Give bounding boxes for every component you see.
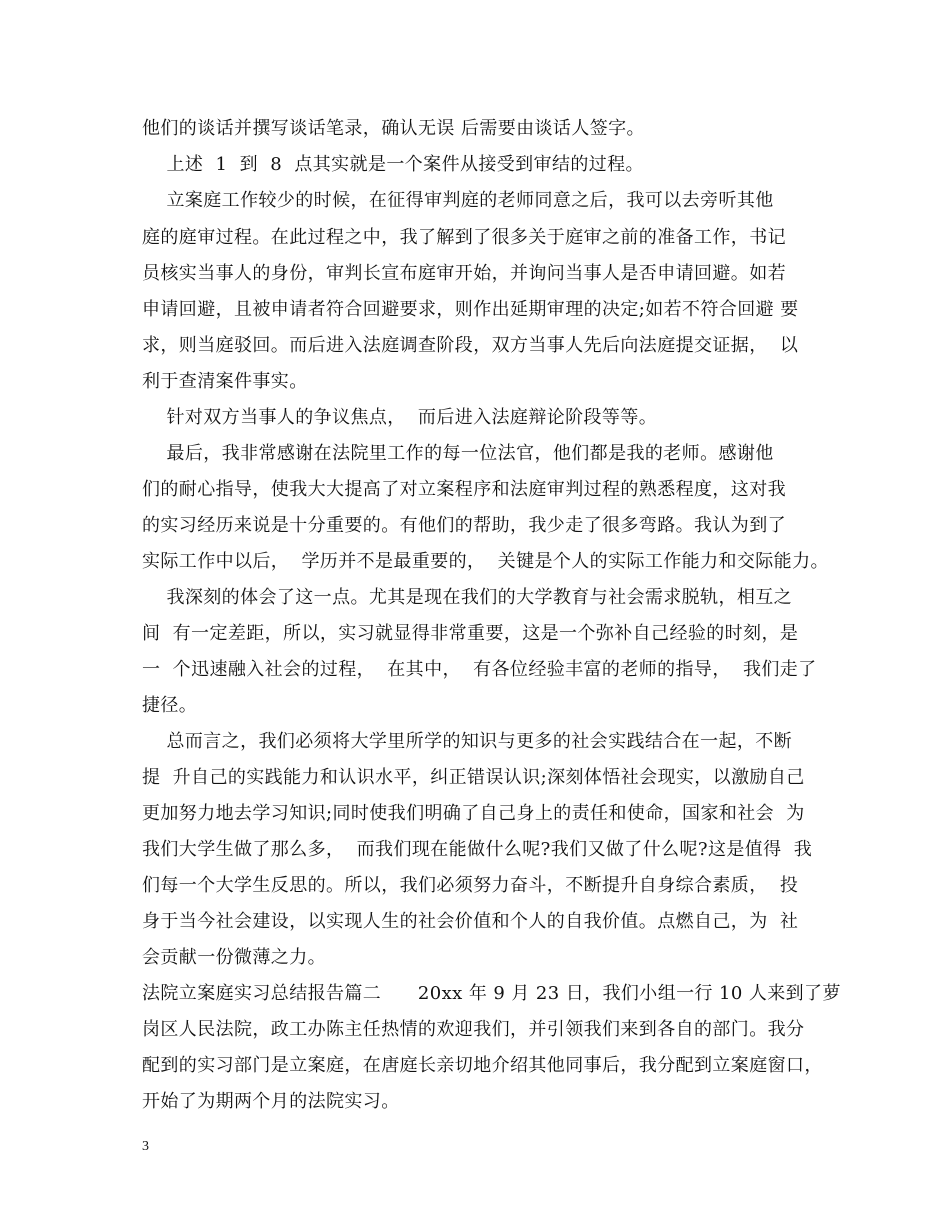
text-line: 我们大学生做了那么多， 而我们现在能做什么呢?我们又做了什么呢?这是值得 我 xyxy=(142,839,813,860)
text-line: 我深刻的体会了这一点。尤其是现在我们的大学教育与社会需求脱轨，相互之 xyxy=(142,587,793,608)
text-line: 法院立案庭实习总结报告篇二 20xx 年 9 月 23 日，我们小组一行 10 人来到了萝 xyxy=(142,983,841,1004)
text-line: 立案庭工作较少的时候，在征得审判庭的老师同意之后，我可以去旁听其他 xyxy=(142,190,774,211)
text-line: 针对双方当事人的争议焦点， 而后进入法庭辩论阶段等等。 xyxy=(142,407,658,428)
text-line: 他们的谈话并撰写谈话笔录，确认无误 后需要由谈话人签字。 xyxy=(142,118,645,139)
text-line: 员核实当事人的身份，审判长宣布庭审开始，并询问当事人是否申请回避。如若 xyxy=(142,263,786,284)
text-line: 实际工作中以后， 学历并不是最重要的， 关键是个人的实际工作能力和交际能力。 xyxy=(142,551,829,572)
text-line: 捷径。 xyxy=(142,695,198,716)
text-line: 一 个迅速融入社会的过程， 在其中， 有各位经验丰富的老师的指导， 我们走了 xyxy=(142,659,817,680)
text-line: 提 升自己的实践能力和认识水平，纠正错误认识;深刻体悟社会现实，以激励自己 xyxy=(142,767,805,788)
text-line: 总而言之，我们必须将大学里所学的知识与更多的社会实践结合在一起，不断 xyxy=(142,731,793,752)
text-line: 间 有一定差距，所以，实习就显得非常重要，这是一个弥补自己经验的时刻，是 xyxy=(142,623,799,644)
page-number: 3 xyxy=(142,1139,149,1154)
text-line: 利于查清案件事实。 xyxy=(142,371,308,392)
text-line: 配到的实习部门是立案庭，在唐庭长亲切地介绍其他同事后，我分配到立案庭窗口， xyxy=(142,1055,823,1076)
text-line: 求，则当庭驳回。而后进入法庭调查阶段，双方当事人先后向法庭提交证据， 以 xyxy=(142,335,799,356)
text-line: 更加努力地去学习知识;同时使我们明确了自己身上的责任和使命，国家和社会 为 xyxy=(142,803,805,824)
text-line: 的实习经历来说是十分重要的。有他们的帮助，我少走了很多弯路。我认为到了 xyxy=(142,515,786,536)
text-line: 会贡献一份微薄之力。 xyxy=(142,947,326,968)
text-line: 庭的庭审过程。在此过程之中，我了解到了很多关于庭审之前的准备工作，书记 xyxy=(142,227,786,248)
text-line: 上述 1 到 8 点其实就是一个案件从接受到审结的过程。 xyxy=(142,154,644,175)
text-line: 最后，我非常感谢在法院里工作的每一位法官，他们都是我的老师。感谢他 xyxy=(142,443,774,464)
text-line: 们每一个大学生反思的。所以，我们必须努力奋斗，不断提升自身综合素质， 投 xyxy=(142,875,799,896)
text-line: 申请回避，且被申请者符合回避要求，则作出延期审理的决定;如若不符合回避 要 xyxy=(142,299,799,320)
text-line: 岗区人民法院，政工办陈主任热情的欢迎我们，并引领我们来到各自的部门。我分 xyxy=(142,1019,805,1040)
text-line: 们的耐心指导，使我大大提高了对立案程序和法庭审判过程的熟悉程度，这对我 xyxy=(142,479,786,500)
text-line: 身于当今社会建设，以实现人生的社会价值和个人的自我价值。点燃自己，为 社 xyxy=(142,911,799,932)
text-line: 开始了为期两个月的法院实习。 xyxy=(142,1091,400,1112)
